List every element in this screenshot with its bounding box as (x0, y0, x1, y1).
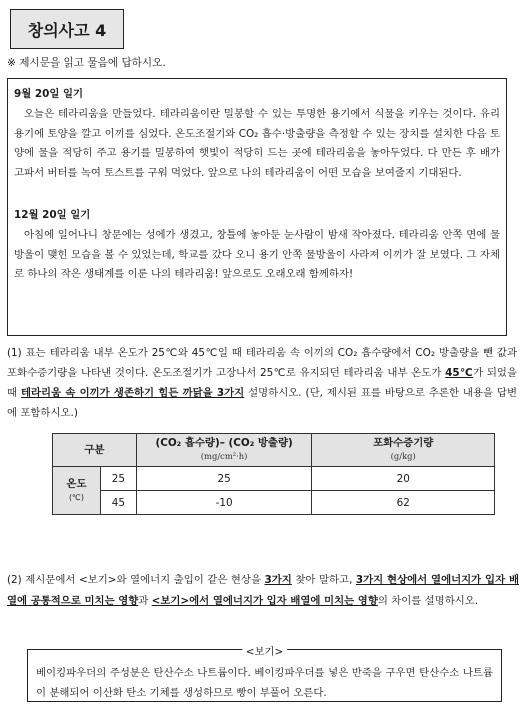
example-box-text: 베이킹파우더의 주성분은 탄산수소 나트륨이다. 베이킹파우더를 넣은 반죽을 구우면 탄산수소 나트륨이 분해되어 이산화 탄소 기체를 생성하므로 빵이 부풀어 오른다. (36, 667, 493, 699)
data-table (52, 433, 495, 515)
q2-emphasis-bogi: <보기>에서 열에너지가 입자 배열에 미치는 영향 (151, 594, 378, 607)
header-co2-unit: (mg/cm²·h) (200, 451, 248, 461)
entry1-date: 9월 20일 일기 (14, 88, 84, 100)
page-title: 창의사고 4 (10, 9, 124, 49)
cell-vapor: 62 (312, 491, 495, 515)
example-box (27, 646, 502, 702)
header-co2-label: (CO₂ 흡수량)– (CO₂ 방출량) (155, 437, 293, 449)
q1-text-c: 가 되었을 때 (7, 367, 518, 399)
q1-text-e: 설명하시오. (단, 제시된 표를 바탕으로 추론한 내용을 답변에 포함하시오.) (7, 387, 517, 419)
cell-co2: -10 (136, 491, 312, 515)
entry2-text: 아침에 일어나니 창문에는 성에가 생겼고, 창틀에 놓아둔 눈사람이 밤새 작아졌다. 테라리움 안쪽 면에 물방울이 맺힌 모습을 볼 수 있었는데, 학교를 갔다 오니 용기 안쪽 물방울이 사라져 이끼가 잘 보였다. 그 자체로 하나의 작은 생태계를 이룬 나의 테라리움! 앞으로도 오래오래 함께하자! (14, 228, 500, 281)
header-co2 (136, 434, 312, 467)
q1-text-a: 표는 테라리움 내부 온도가 25℃와 45℃일 때 테라리움 속 이끼의 CO₂ 흡수량에서 CO₂ 방출량을 뺀 값과 포화수증기량을 나타낸 것이다. 온도조절기가 고장나서 25℃로 유지되던 테라리움 내부 온도가 (7, 347, 517, 379)
table-row (53, 491, 495, 515)
header-vapor (312, 434, 495, 467)
table-header-row (53, 434, 495, 467)
q2-text-e: 과 (138, 594, 152, 607)
question-1 (7, 343, 517, 423)
header-category: 구분 (53, 434, 137, 467)
cell-vapor: 20 (312, 467, 495, 491)
header-vapor-label: 포화수증기량 (373, 437, 434, 449)
row-label-temp (53, 467, 101, 515)
cell-temp: 45 (100, 491, 136, 515)
q2-emphasis-common: 3가지 현상에서 열에너지가 입자 배열에 공통적으로 미치는 영향 (7, 574, 519, 607)
entry1-text: 오늘은 테라리움을 만들었다. 테라리움이란 밀봉할 수 있는 투명한 용기에서 식물을 키우는 것이다. 유리 용기에 토양을 깔고 이끼를 심었다. 온도조절기와 CO₂ 흡수·방출량을 측정할 수 있는 장치를 설치한 다음 토양에 물을 적당히 주고 용기를 밀봉하여 햇빛이 적당히 드는 곳에 테라리움을 놓아두었다. 다 만든 후 배가 고파서 버터를 녹여 토스트를 구워 먹었다. 앞으로 나의 테라리움이 어떤 모습을 보여줄지 기대된다. (14, 107, 500, 180)
q1-number: (1) (7, 347, 22, 359)
cell-co2: 25 (136, 467, 312, 491)
entry2-date: 12월 20일 일기 (14, 208, 91, 221)
q2-number: (2) (7, 574, 22, 586)
q2-text-g: 의 차이를 설명하시오. (377, 594, 479, 607)
header-vapor-unit: (g/kg) (390, 451, 416, 461)
instruction-text: ※ 제시문을 읽고 물음에 답하시오. (7, 57, 166, 69)
q1-emphasis-reasons: 테라리움 속 이끼가 생존하기 힘든 까닭을 3가지 (20, 387, 245, 399)
q2-text-c: 찾아 말하고, (291, 574, 356, 586)
passage-box (7, 78, 507, 336)
q2-emphasis-count: 3가지 (264, 574, 292, 586)
q1-emphasis-temp: 45℃ (445, 367, 474, 379)
cell-temp: 25 (100, 467, 136, 491)
row-label-unit: (℃) (69, 492, 84, 502)
q2-text-a: 제시문에서 <보기>와 열에너지 출입이 같은 현상을 (25, 574, 265, 586)
row-label-text: 온도 (66, 477, 87, 490)
table-row (53, 467, 495, 491)
question-2 (7, 570, 519, 611)
example-box-label: <보기> (242, 642, 288, 662)
